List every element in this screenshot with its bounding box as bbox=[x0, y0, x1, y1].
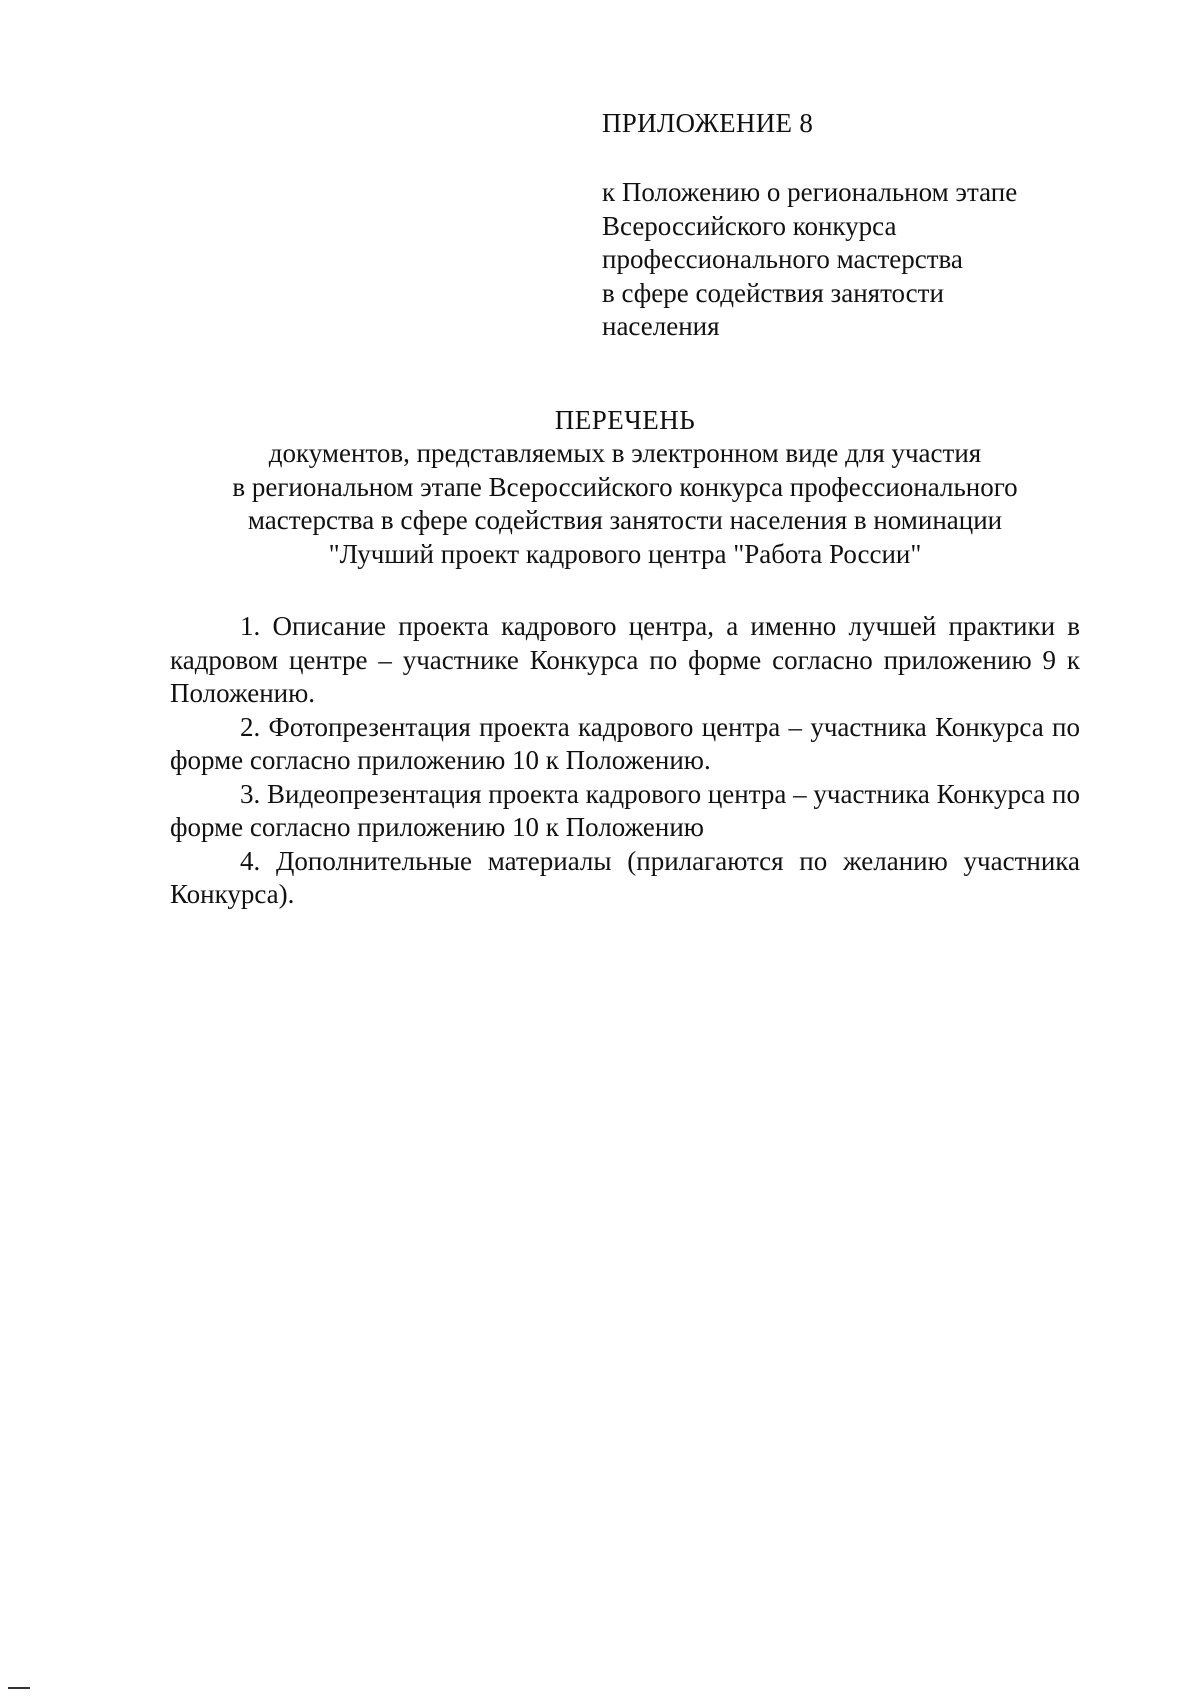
appendix-reference-line: Всероссийского конкурса bbox=[602, 210, 897, 241]
appendix-header bbox=[602, 106, 1102, 344]
appendix-title: ПРИЛОЖЕНИЕ 8 bbox=[602, 108, 814, 138]
document-subtitle-line: "Лучший проект кадрового центра "Работа России" bbox=[328, 538, 922, 569]
appendix-reference-line: к Положению о региональном этапе bbox=[602, 177, 1018, 207]
appendix-reference-line: в сфере содействия занятости bbox=[602, 277, 944, 308]
document-list bbox=[170, 610, 1080, 912]
appendix-reference bbox=[602, 176, 1102, 344]
list-item: 2. Фотопрезентация проекта кадрового центра – участника Конкурса по форме согласно приложению 10 к Положению. bbox=[170, 711, 1080, 775]
scan-margin-mark bbox=[8, 1687, 30, 1689]
document-heading bbox=[170, 403, 1080, 571]
appendix-reference-line: профессионального мастерства bbox=[602, 244, 963, 274]
appendix-reference-line: населения bbox=[602, 311, 720, 341]
document-subtitle bbox=[170, 437, 1080, 571]
document-subtitle-line: документов, представляемых в электронном виде для участия bbox=[268, 438, 982, 468]
document-subtitle-line: в региональном этапе Всероссийского конкурса профессионального bbox=[232, 471, 1018, 502]
document-title: ПЕРЕЧЕНЬ bbox=[554, 405, 696, 435]
list-item: 3. Видеопрезентация проекта кадрового центра – участника Конкурса по форме согласно приложению 10 к Положению bbox=[170, 778, 1080, 842]
document-subtitle-line: мастерства в сфере содействия занятости населения в номинации bbox=[247, 505, 1003, 535]
list-item: 1. Описание проекта кадрового центра, а именно лучшей практики в кадровом центре – участнике Конкурса по форме согласно приложению 9 к Положению. bbox=[170, 611, 1080, 708]
list-item: 4. Дополнительные материалы (прилагаются по желанию участника Конкурса). bbox=[170, 845, 1080, 909]
